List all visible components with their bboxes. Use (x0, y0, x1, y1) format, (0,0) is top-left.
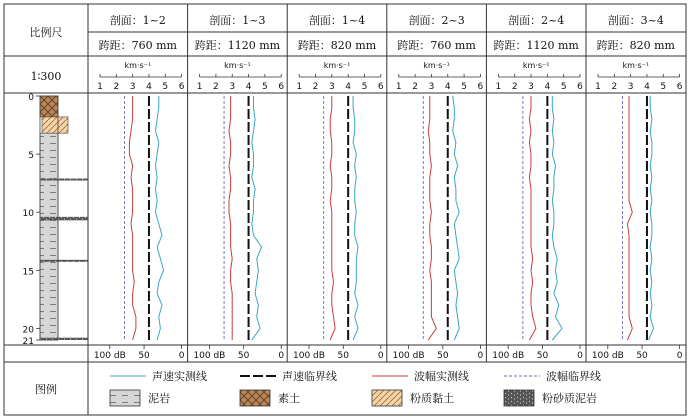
amplitude-measured-line (428, 96, 436, 340)
profile-span-label: 跨距：1120 mm (194, 39, 281, 52)
velocity-tick-label: 4 (245, 82, 252, 92)
legend-pattern-swatch (240, 390, 270, 406)
amplitude-tick-label: 50 (337, 351, 349, 361)
legend-item (110, 390, 170, 406)
velocity-tick-label: 2 (113, 82, 120, 92)
velocity-tick-label: 5 (560, 82, 567, 92)
amplitude-tick-label: 0 (477, 351, 484, 361)
depth-tick-label: 20 (22, 325, 34, 336)
unit-label: km·s⁻¹ (622, 61, 650, 70)
profile-section-label: 剖面：3~4 (607, 14, 664, 27)
velocity-tick-label: 3 (129, 82, 136, 92)
legend-item (110, 369, 207, 383)
amplitude-measured-line (529, 96, 536, 340)
velocity-measured-line (252, 96, 262, 340)
profile-panel (193, 13, 284, 361)
amplitude-tick-label: 0 (178, 351, 185, 361)
legend-pattern-swatch (504, 390, 534, 406)
legend-item (240, 369, 337, 383)
depth-tick-label: 10 (22, 209, 34, 220)
profile-span-label: 跨距：760 mm (98, 39, 177, 52)
velocity-tick-label: 5 (162, 82, 169, 92)
velocity-tick-label: 6 (377, 82, 384, 92)
velocity-tick-label: 4 (444, 82, 451, 92)
profile-panel (293, 13, 384, 361)
velocity-tick-label: 2 (611, 82, 618, 92)
amplitude-measured-line (229, 96, 232, 340)
profile-panel (393, 13, 484, 361)
profile-panels (94, 13, 683, 361)
amplitude-measured-line (627, 96, 632, 340)
lithology-layer (42, 117, 68, 133)
amplitude-tick-label: 0 (278, 351, 285, 361)
silty-band (40, 178, 88, 180)
unit-label: km·s⁻¹ (124, 61, 152, 70)
amplitude-tick-label: 100 dB (293, 351, 325, 361)
velocity-tick-label: 4 (644, 82, 650, 92)
legend-item (372, 369, 469, 383)
silty-band (40, 260, 88, 262)
lithology-layer (40, 133, 58, 340)
velocity-tick-label: 2 (511, 82, 518, 92)
amplitude-tick-label: 50 (138, 351, 150, 361)
velocity-tick-label: 6 (477, 82, 484, 92)
velocity-tick-label: 6 (278, 82, 285, 92)
legend-item (504, 369, 601, 383)
legend-label: 波幅实测线 (414, 370, 469, 383)
velocity-tick-label: 3 (229, 82, 236, 92)
velocity-tick-label: 2 (213, 82, 219, 92)
profile-panel (592, 13, 683, 361)
profile-section-label: 剖面：1~4 (308, 14, 366, 27)
velocity-tick-label: 6 (676, 82, 683, 92)
amplitude-tick-label: 100 dB (591, 351, 624, 361)
velocity-tick-label: 6 (577, 82, 583, 92)
profile-panel (492, 13, 583, 361)
profile-span-label: 跨距：820 mm (596, 39, 675, 52)
amplitude-tick-label: 50 (237, 351, 250, 361)
legend-pattern-swatch (372, 390, 402, 406)
depth-column (23, 93, 88, 347)
profile-section-label: 剖面：1~3 (209, 14, 266, 27)
velocity-measured-line (156, 96, 164, 340)
amplitude-tick-label: 50 (536, 351, 549, 361)
amplitude-tick-label: 100 dB (392, 351, 425, 361)
scale-value: 1∶300 (30, 70, 62, 83)
column-dividers (188, 4, 586, 362)
legend-label: 波幅临界线 (546, 370, 601, 383)
unit-label: km·s⁻¹ (423, 61, 450, 70)
velocity-tick-label: 4 (146, 82, 152, 92)
depth-tick-label: 15 (22, 267, 34, 278)
legend (110, 369, 601, 406)
velocity-measured-line (552, 96, 562, 340)
velocity-tick-label: 3 (428, 82, 435, 92)
silty-band (40, 217, 88, 220)
amplitude-tick-label: 50 (437, 351, 449, 361)
legend-label: 泥岩 (148, 392, 170, 405)
velocity-tick-label: 1 (495, 82, 502, 92)
legend-label: 声速实测线 (152, 370, 207, 383)
velocity-tick-label: 3 (528, 82, 534, 92)
velocity-measured-line (453, 96, 460, 340)
legend-title: 图例 (35, 383, 57, 396)
profile-span-label: 跨距：760 mm (397, 39, 476, 52)
legend-label: 素土 (278, 392, 300, 405)
velocity-tick-label: 1 (196, 82, 203, 92)
profile-span-label: 跨距：1120 mm (493, 39, 579, 52)
velocity-tick-label: 5 (660, 82, 667, 92)
velocity-tick-label: 6 (178, 82, 185, 92)
depth-tick-label: 0 (28, 93, 34, 103)
velocity-tick-label: 4 (345, 82, 352, 92)
legend-item (372, 390, 454, 406)
velocity-tick-label: 5 (461, 82, 467, 92)
velocity-tick-label: 2 (412, 82, 418, 92)
profile-section-label: 剖面：2~4 (508, 14, 565, 27)
profile-section-label: 剖面：2~3 (408, 14, 465, 27)
amplitude-measured-line (129, 96, 136, 340)
legend-pattern-swatch (110, 390, 140, 406)
amplitude-tick-label: 50 (636, 351, 648, 361)
amplitude-tick-label: 100 dB (93, 351, 126, 361)
legend-label: 粉砂质泥岩 (542, 392, 597, 405)
depth-tick-label: 21 (22, 337, 34, 347)
velocity-tick-label: 1 (395, 82, 402, 92)
legend-label: 粉质黏土 (410, 392, 454, 405)
profile-span-label: 跨距：820 mm (297, 39, 377, 52)
velocity-tick-label: 5 (262, 82, 268, 92)
velocity-tick-label: 3 (328, 82, 335, 92)
velocity-tick-label: 3 (627, 82, 634, 92)
velocity-measured-line (649, 96, 654, 340)
unit-label: km·s⁻¹ (522, 61, 550, 70)
amplitude-measured-line (330, 96, 335, 340)
velocity-tick-label: 5 (361, 82, 368, 92)
unit-label: km·s⁻¹ (224, 61, 251, 70)
legend-label: 声速临界线 (282, 370, 337, 383)
scale-title: 比例尺 (29, 26, 63, 39)
velocity-tick-label: 1 (97, 82, 103, 92)
lithology-layer (40, 96, 58, 117)
velocity-tick-label: 1 (296, 82, 303, 92)
legend-item (504, 390, 597, 406)
profile-panel (94, 13, 185, 361)
amplitude-tick-label: 0 (676, 351, 683, 361)
amplitude-tick-label: 0 (377, 351, 384, 361)
amplitude-tick-label: 0 (577, 351, 583, 361)
amplitude-tick-label: 100 dB (492, 351, 525, 361)
velocity-tick-label: 1 (595, 82, 601, 92)
velocity-tick-label: 4 (544, 82, 551, 92)
amplitude-tick-label: 100 dB (193, 351, 226, 361)
velocity-tick-label: 2 (312, 82, 319, 92)
depth-tick-label: 5 (28, 151, 34, 162)
profile-section-label: 剖面：1~2 (109, 14, 166, 27)
unit-label: km·s⁻¹ (323, 61, 351, 70)
legend-item (240, 390, 300, 406)
velocity-measured-line (353, 96, 358, 340)
